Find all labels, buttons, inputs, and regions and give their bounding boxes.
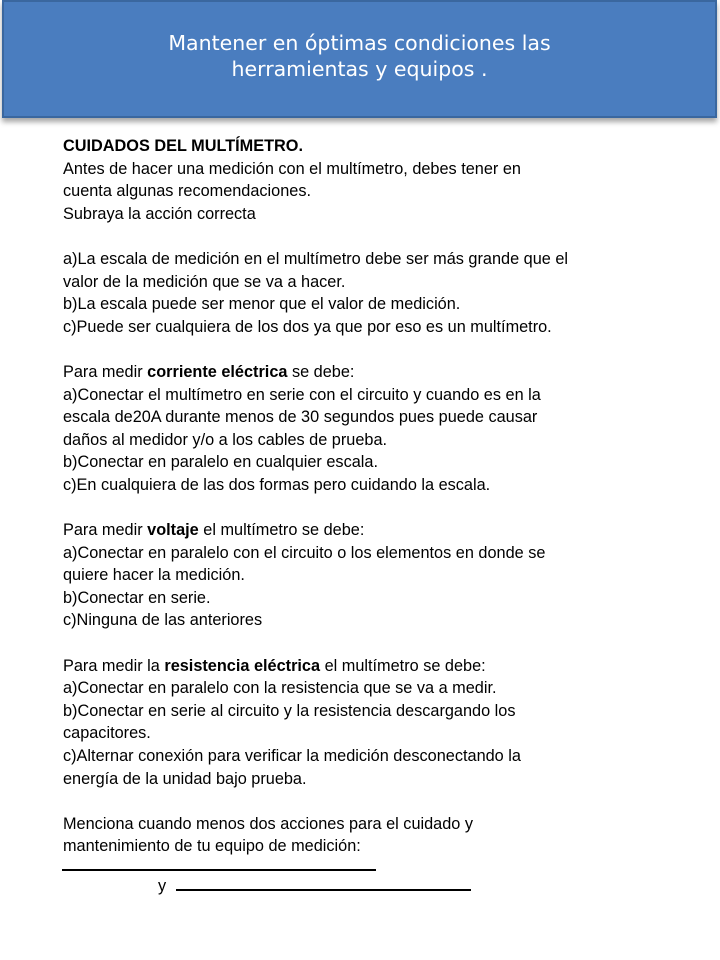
answer-blank-1[interactable] — [62, 869, 376, 871]
q3-option-b[interactable]: b)Conectar en serie. — [63, 588, 211, 607]
title-banner — [2, 0, 717, 118]
q5-prompt: Menciona cuando menos dos acciones para el cuidado y — [63, 814, 474, 833]
q2-option-a-cont[interactable]: escala de20A durante menos de 30 segundos pues puede causar — [63, 408, 538, 427]
q4-option-b[interactable]: b)Conectar en serie al circuito y la resistencia descargando los — [63, 701, 516, 720]
answer-blank-2[interactable] — [176, 889, 471, 891]
q2-option-c[interactable]: c)En cualquiera de las dos formas pero cuidando la escala. — [63, 475, 491, 494]
banner-title-line-2: herramientas y equipos . — [231, 57, 488, 81]
q2-option-a-cont[interactable]: daños al medidor y/o a los cables de prueba. — [63, 430, 388, 449]
connector-y: y — [158, 877, 167, 895]
q2-option-a[interactable]: a)Conectar el multímetro en serie con el circuito y cuando es en la — [63, 385, 541, 404]
q3-prompt: Para medir voltaje el multímetro se debe: — [63, 521, 365, 540]
intro-line: Antes de hacer una medición con el multímetro, debes tener en — [63, 159, 521, 178]
intro-line: cuenta algunas recomendaciones. — [63, 182, 312, 201]
banner-title-line-1: Mantener en óptimas condiciones las — [168, 31, 551, 55]
q1-option-b[interactable]: b)La escala puede ser menor que el valor de medición. — [63, 295, 461, 314]
q4-prompt: Para medir la resistencia eléctrica el multímetro se debe: — [63, 656, 486, 675]
q3-option-a-cont[interactable]: quiere hacer la medición. — [63, 566, 245, 585]
q5-prompt-cont: mantenimiento de tu equipo de medición: — [63, 837, 361, 856]
q2-prompt: Para medir corriente eléctrica se debe: — [63, 362, 355, 381]
q4-option-c[interactable]: c)Alternar conexión para verificar la medición desconectando la — [63, 747, 521, 766]
worksheet-body — [63, 135, 663, 858]
q1-option-a-cont[interactable]: valor de la medición que se va a hacer. — [63, 272, 346, 291]
q4-option-b-cont[interactable]: capacitores. — [63, 724, 151, 743]
q4-option-c-cont[interactable]: energía de la unidad bajo prueba. — [63, 769, 307, 788]
instruction: Subraya la acción correcta — [63, 204, 256, 223]
q1-option-a[interactable]: a)La escala de medición en el multímetro debe ser más grande que el — [63, 249, 569, 268]
q4-option-a[interactable]: a)Conectar en paralelo con la resistencia que se va a medir. — [63, 679, 497, 698]
q1-option-c[interactable]: c)Puede ser cualquiera de los dos ya que por eso es un multímetro. — [63, 317, 552, 336]
q2-option-b[interactable]: b)Conectar en paralelo en cualquier escala. — [63, 453, 378, 472]
q3-option-c[interactable]: c)Ninguna de las anteriores — [63, 611, 263, 630]
q3-option-a[interactable]: a)Conectar en paralelo con el circuito o los elementos en donde se — [63, 543, 546, 562]
section-title: CUIDADOS DEL MULTÍMETRO. — [63, 137, 303, 155]
